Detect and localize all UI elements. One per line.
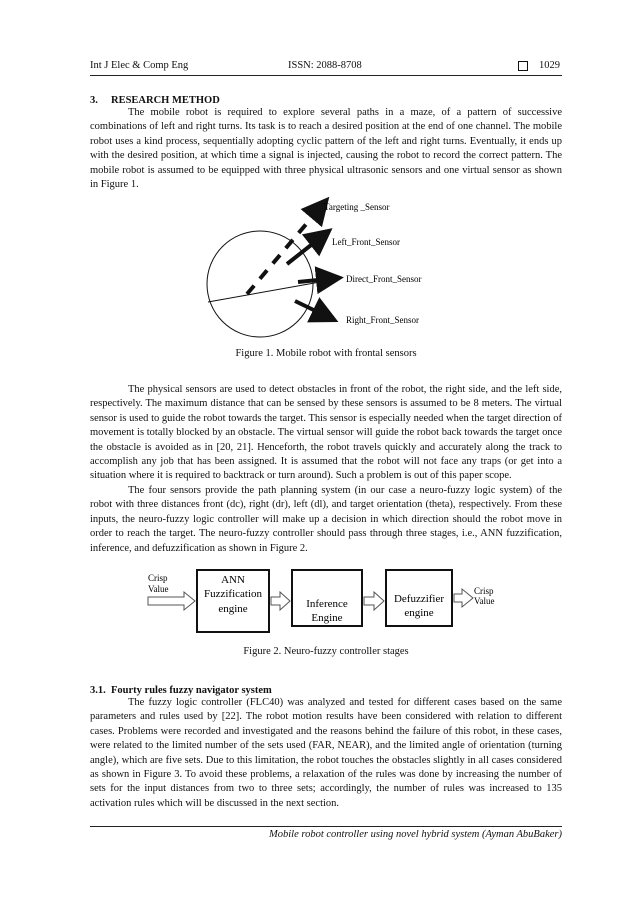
direct-front-sensor-label: Direct_Front_Sensor [346,274,422,284]
output-crisp-label: Crisp [474,586,494,596]
checkbox-glyph-icon [518,61,528,71]
fuzzification-label-3: engine [218,603,248,615]
inference-label-1: Inference [306,598,348,610]
stage-arrow-icon [271,592,290,610]
subsection-paragraph: The fuzzy logic controller (FLC40) was analyzed and tested for different cases based on the same parameters and rules used by [22]. The robot motion results have been considered with relation to different cases. Problems were recorded and investigated and the reasons behind the failure of this robot, in these cases, were related to the limited number of the sets used (FAR, NEAR), and the limited angle of orientation (turning angle), which are five sets. Due to this limitation, the robot touches the obstacles slightly in all cases considered as shown in Figure 3. To avoid these problems, a relaxation of the rules was done by increasing the number of sets for the input distances from two to three sets; accordingly, the number of rules was increased to 135 activation rules which will be discussed in the next section. [90,697,562,809]
running-footer: Mobile robot controller using novel hybrid system (Ayman AbuBaker) [269,829,562,840]
figure1-robot-diagram [190,196,460,342]
running-header [90,58,560,76]
section-paragraph: The mobile robot is required to explore several paths in a maze, of a pattern of successive combinations of left and right turns. Its task is to reach a desired position at the end of one channel. The mobile robot uses a kind process, sequentially adopting cyclic pattern of the left and right turns. Eventually, it ends up with the desired position, at which time a signal is injected, causing the robot to record the correct pattern. The mobile robot is assumed to be equipped with three physical ultrasonic sensors and one virtual sensor as shown in Figure 1. [90,107,562,191]
figure2-caption: Figure 2. Neuro-fuzzy controller stages [243,646,409,657]
stage-arrow-icon [364,592,384,610]
robot-heading-line [208,282,320,302]
left-front-sensor-label: Left_Front_Sensor [332,237,400,247]
targeting-sensor-label: Targeting _Sensor [324,202,390,212]
fuzzification-label-1: ANN [221,574,245,586]
right-front-sensor-label: Right_Front_Sensor [346,315,420,325]
input-crisp-label: Crisp [148,573,168,583]
output-arrow-icon [454,589,473,607]
body-paragraph: The four sensors provide the path planning system (in our case a neuro-fuzzy logic system) of the robot with three distances front (dc), right (dr), left (dl), and target orientation (theta), respectively. From these inputs, the neuro-fuzzy logic controller will make up a decision in which direction should the robot move in order to reach the target. The neuro-fuzzy controller should pass through three stages, i.e., ANN fuzzification, inference, and defuzzification as shown in Figure 2. [90,485,562,554]
fuzzification-label-2: Fuzzification [203,588,263,600]
header-rule [90,75,562,76]
figure1-caption: Figure 1. Mobile robot with frontal sensors [235,348,417,359]
input-arrow-icon [148,592,195,610]
footer-rule [90,826,562,827]
inference-label-2: Engine [311,612,343,624]
journal-name: Int J Elec & Comp Eng [90,60,189,71]
input-value-label: Value [148,584,169,594]
section-heading: 3. RESEARCH METHOD [90,95,220,106]
page-number: 1029 [539,60,560,71]
figure2-controller-diagram [140,566,510,636]
robot-body-circle [207,231,313,337]
issn: ISSN: 2088-8708 [288,60,362,71]
output-value-label: Value [474,596,495,606]
defuzzifier-label-1: Defuzzifier [393,593,445,605]
direct-front-sensor-arrow [298,279,328,282]
defuzzifier-label-2: engine [404,607,434,619]
body-paragraph: The physical sensors are used to detect obstacles in front of the robot, the right side, and the left side, respectively. The maximum distance that can be sensed by these sensors is assumed to be 8 meters. The virtual sensor is used to guide the robot towards the target. This sensor is especially needed when the target direction of movement is totally blocked by an obstacle. The virtual sensor will guide the robot back towards the target once the obstacle is avoided as in [20, 21]. Henceforth, the robot travels quickly and accurately along the track to accomplish any job that has been assigned. It is assumed that the robot will not face any traps (or get into a situation where it is required to backtrack or turn around). Such a problem is out of this paper scope. [90,384,562,482]
subsection-heading: 3.1. Fourty rules fuzzy navigator system [90,685,272,696]
